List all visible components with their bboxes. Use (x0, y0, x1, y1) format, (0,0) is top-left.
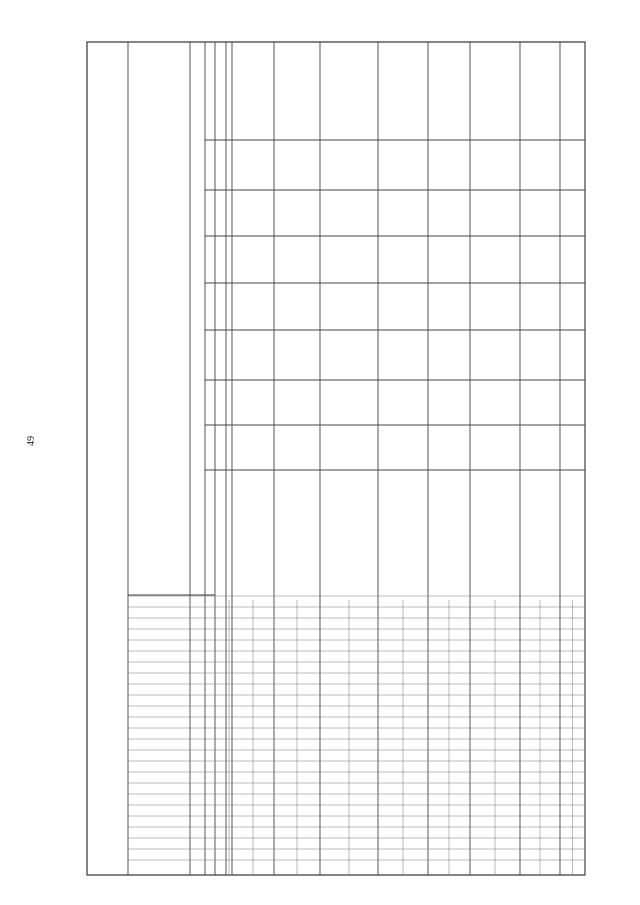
page-number: 49 (26, 436, 37, 446)
code-column-rules (128, 596, 585, 860)
table-grid-fine (229, 600, 573, 875)
